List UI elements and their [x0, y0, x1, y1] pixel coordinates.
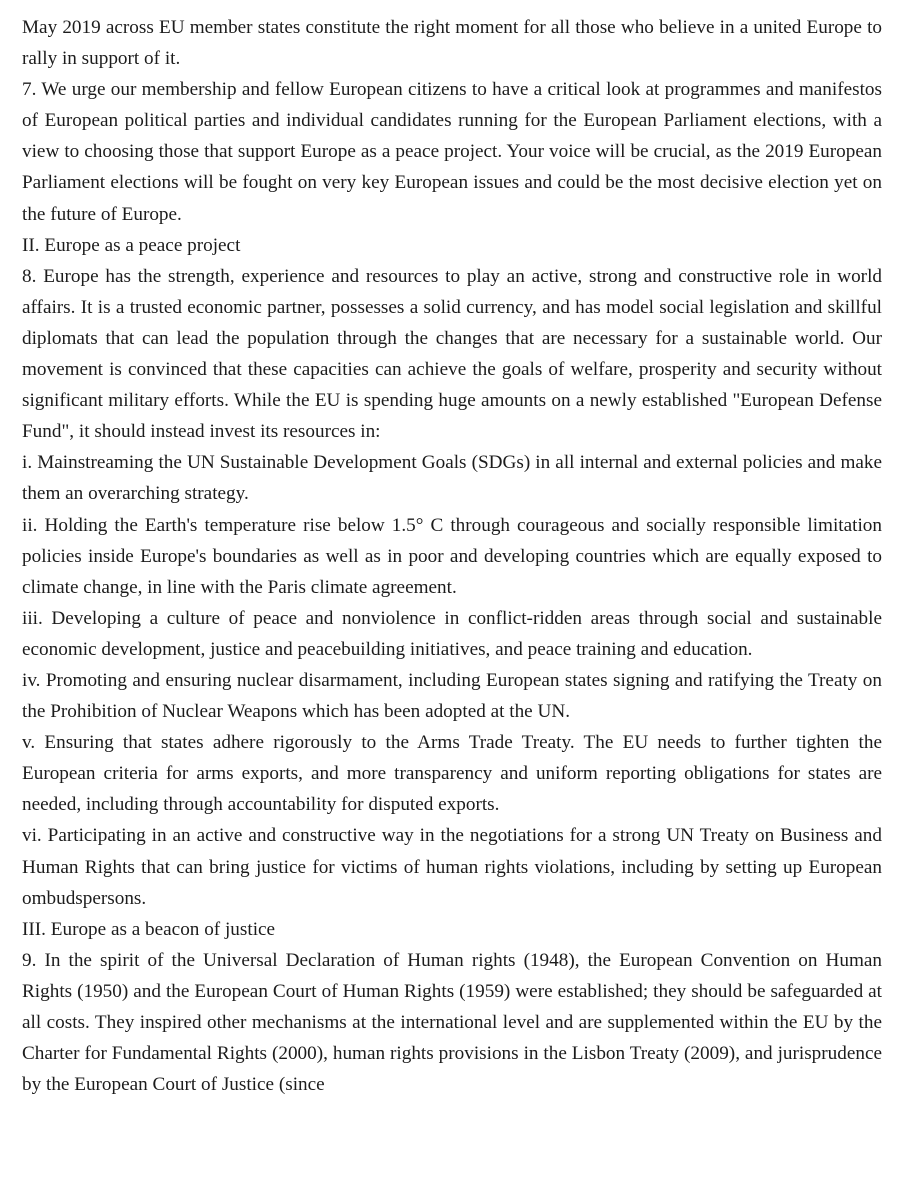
list-item-ii: ii. Holding the Earth's temperature rise below 1.5° C through courageous and socially responsible limitation policies inside Europe's boundaries as well as in poor and developing countries which are equally exposed to climate change, in line with the Paris climate agreement. [22, 514, 882, 598]
list-item-i: i. Mainstreaming the UN Sustainable Development Goals (SDGs) in all internal and external policies and make them an overarching strategy. [22, 452, 882, 505]
section-heading-ii: II. Europe as a peace project [22, 234, 241, 256]
list-item-v: v. Ensuring that states adhere rigorously to the Arms Trade Treaty. The EU needs to further tighten the European criteria for arms exports, and more transparency and uniform reporting obligations for states are needed, including through accountability for disputed exports. [22, 732, 882, 816]
list-item-vi: vi. Participating in an active and constructive way in the negotiations for a strong UN Treaty on Business and Human Rights that can bring justice for victims of human rights violations, including by setting up European ombudspersons. [22, 825, 882, 909]
document-page [22, 12, 882, 1100]
section-heading-iii: III. Europe as a beacon of justice [22, 918, 276, 940]
paragraph-7: 7. We urge our membership and fellow European citizens to have a critical look at programmes and manifestos of European political parties and individual candidates running for the European Parliament elections, with a view to choosing those that support Europe as a peace project. Your voice will be crucial, as the 2019 European Parliament elections will be fought on very key European issues and could be the most decisive election yet on the future of Europe. [22, 79, 882, 225]
list-item-iii: iii. Developing a culture of peace and nonviolence in conflict-ridden areas through social and sustainable economic development, justice and peacebuilding initiatives, and peace training and education. [22, 607, 882, 660]
paragraph-continuation: May 2019 across EU member states constitute the right moment for all those who believe in a united Europe to rally in support of it. [22, 17, 882, 70]
paragraph-8: 8. Europe has the strength, experience and resources to play an active, strong and constructive role in world affairs. It is a trusted economic partner, possesses a solid currency, and has model social legislation and skillful diplomats that can lead the population through the changes that are necessary for a sustainable world. Our movement is convinced that these capacities can achieve the goals of welfare, prosperity and security without significant military efforts. While the EU is spending huge amounts on a newly established "European Defense Fund", it should instead invest its resources in: [22, 265, 882, 443]
list-item-iv: iv. Promoting and ensuring nuclear disarmament, including European states signing and ratifying the Treaty on the Prohibition of Nuclear Weapons which has been adopted at the UN. [22, 669, 882, 723]
paragraph-9: 9. In the spirit of the Universal Declaration of Human rights (1948), the European Convention on Human Rights (1950) and the European Court of Human Rights (1959) were established; they should be safeguarded at all costs. They inspired other mechanisms at the international level and are supplemented within the EU by the Charter for Fundamental Rights (2000), human rights provisions in the Lisbon Treaty (2009), and jurisprudence by the European Court of Justice (since [22, 949, 882, 1096]
